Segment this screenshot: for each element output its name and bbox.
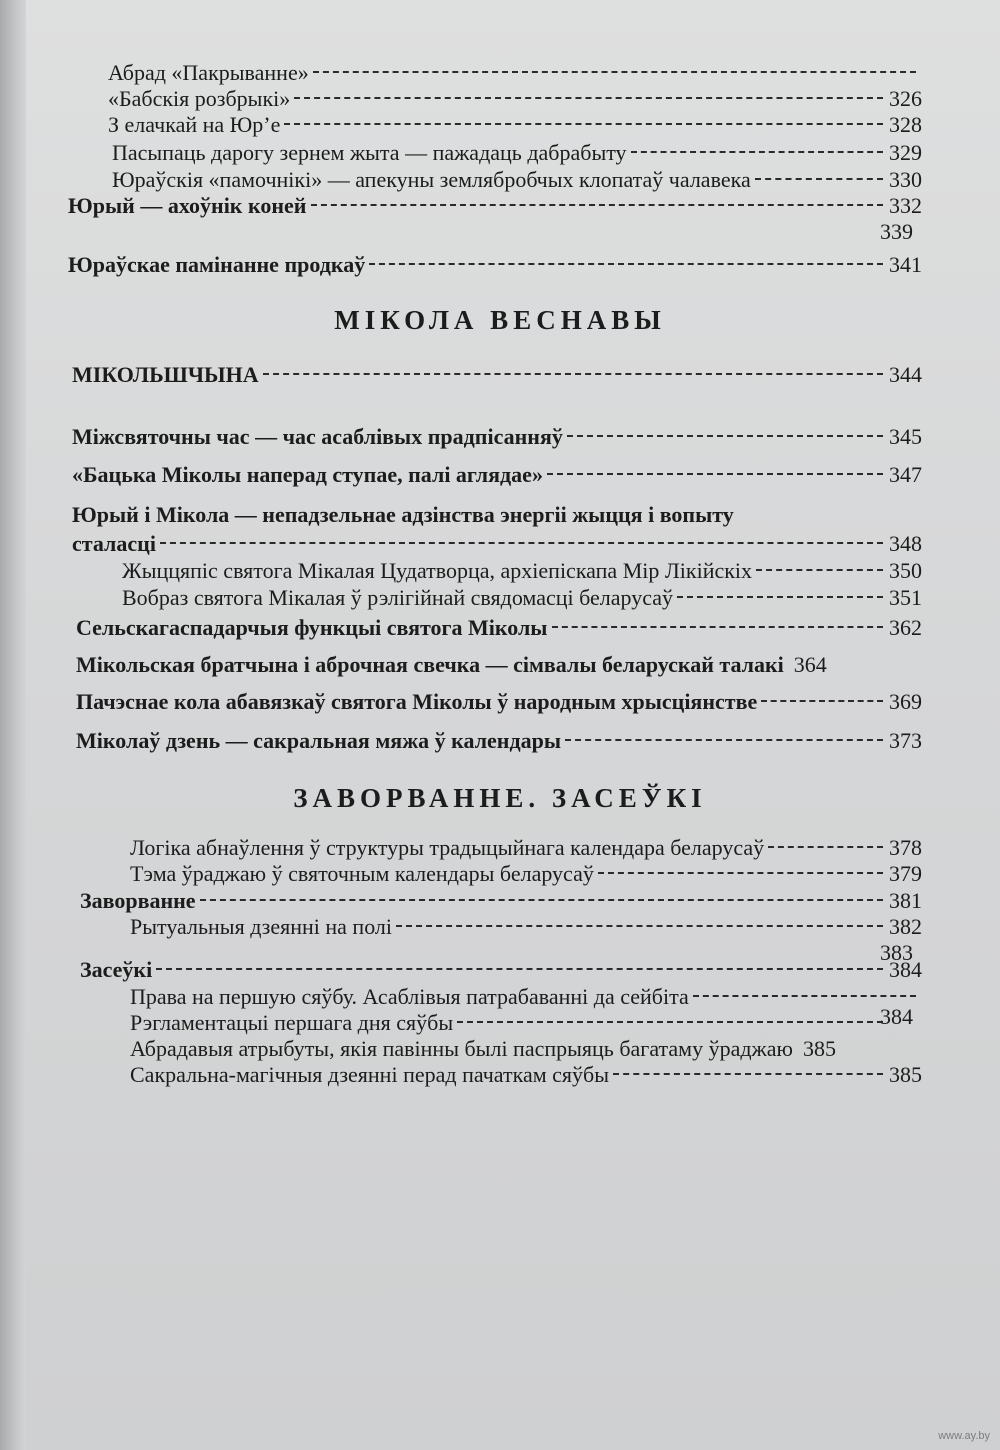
toc-entry-title: Права на першую сяўбу. Асаблівыя патрабаванні да сейбіта xyxy=(130,984,689,1009)
toc-entry xyxy=(80,957,922,983)
toc-entry-title: Сельскагаспадарчыя функцыі святога Міколы xyxy=(76,615,548,640)
dot-leader xyxy=(311,204,884,206)
toc-entry-page: 347 xyxy=(889,462,922,487)
toc-entry-page: 350 xyxy=(889,558,922,583)
toc-entry-page: 382 xyxy=(889,914,922,939)
toc-entry-page: 341 xyxy=(889,252,922,277)
toc-entry xyxy=(68,252,922,278)
toc-entry-title: Заворванне xyxy=(80,888,196,913)
toc-entry xyxy=(130,835,922,861)
watermark: www.ay.by xyxy=(938,1430,990,1442)
toc-entry xyxy=(122,585,922,611)
book-spine xyxy=(0,0,26,1450)
section-heading: ЗАВОРВАННЕ. ЗАСЕЎКІ xyxy=(293,783,707,813)
toc-entry xyxy=(122,558,922,584)
toc-entry xyxy=(130,984,922,1010)
toc-entry xyxy=(130,1062,922,1088)
dot-leader xyxy=(547,473,883,475)
toc-entry-page: 364 xyxy=(793,652,827,677)
dot-leader xyxy=(761,700,883,702)
toc-entry xyxy=(72,362,922,388)
toc-entry xyxy=(130,1036,922,1062)
toc-entry-page: 339 xyxy=(880,219,913,244)
toc-entry-page: 326 xyxy=(889,86,922,111)
toc-entry xyxy=(76,728,922,754)
toc-entry-title: Засеўкі xyxy=(80,957,153,982)
toc-entry-page: 369 xyxy=(889,689,922,714)
toc-entry-page: 345 xyxy=(889,424,922,449)
toc-entry-title: Юраўскае памінанне продкаў xyxy=(68,252,366,277)
toc-entry-title: Сакральна-магічныя дзеянні перад пачаткам сяўбы xyxy=(130,1062,609,1087)
toc-entry-title: «Бацька Міколы наперад ступае, палі аглядае» xyxy=(72,462,543,487)
toc-entry-page: 379 xyxy=(889,861,922,886)
dot-leader xyxy=(313,71,916,73)
toc-entry xyxy=(112,167,922,193)
toc-entry xyxy=(80,888,922,914)
dot-leader xyxy=(631,151,883,153)
toc-entry-title: «Бабскія розбрыкі» xyxy=(108,86,291,111)
toc-entry-page: 373 xyxy=(889,728,922,753)
toc-entry-title: Вобраз святога Мікалая ў рэлігійнай свядомасці беларусаў xyxy=(122,585,674,610)
toc-entry-page: 384 xyxy=(880,1004,913,1029)
toc-entry-page: 328 xyxy=(889,112,922,137)
toc-entry-title: Жыццяпіс святога Мікалая Цудатворца, архіепіскапа Мір Лікійскіх xyxy=(122,558,753,583)
dot-leader xyxy=(263,373,883,375)
toc-entry xyxy=(130,861,922,887)
toc-entry-title: Тэма ўраджаю ў святочным календары беларусаў xyxy=(130,861,594,886)
dot-leader xyxy=(156,968,883,970)
dot-leader xyxy=(768,846,883,848)
toc-entry xyxy=(68,193,922,219)
dot-leader xyxy=(457,1021,883,1023)
toc-entry xyxy=(76,689,922,715)
toc-entry xyxy=(76,615,922,641)
toc-entry-title: Рытуальныя дзеянні на полі xyxy=(130,914,393,939)
toc-entry xyxy=(72,424,922,450)
toc-entry-title: МІКОЛЬШЧЫНА xyxy=(72,362,259,387)
toc-entry xyxy=(72,462,922,488)
toc-entry-page: 385 xyxy=(802,1036,836,1061)
toc-entry-page: 348 xyxy=(889,531,922,556)
toc-entry-title: Юраўскія «памочнікі» — апекуны землябробчых клопатаў чалавека xyxy=(112,167,751,192)
toc-entry-page: 332 xyxy=(889,193,922,218)
dot-leader xyxy=(200,899,883,901)
toc-entry-title: Юрый — ахоўнік коней xyxy=(68,193,307,218)
dot-leader xyxy=(396,925,883,927)
toc-entry xyxy=(130,1010,922,1036)
dot-leader xyxy=(756,569,883,571)
toc-entry-page: 385 xyxy=(889,1062,922,1087)
toc-entry xyxy=(880,219,922,245)
dot-leader xyxy=(693,995,916,997)
dot-leader xyxy=(598,872,883,874)
toc-entry-title: сталасці xyxy=(72,531,156,556)
toc-entry-title: Мікольская братчына і аброчная свечка — сімвалы беларускай талакі xyxy=(76,652,784,677)
dot-leader xyxy=(369,263,883,265)
toc-entry xyxy=(108,86,922,112)
toc-entry-page: 330 xyxy=(889,167,922,192)
toc-entry-page: 351 xyxy=(889,585,922,610)
toc-entry xyxy=(76,652,922,678)
dot-leader xyxy=(613,1073,883,1075)
toc-entry-title: Абрадавыя атрыбуты, якія павінны былі паспрыяць багатаму ўраджаю xyxy=(130,1036,793,1061)
toc-entry-page: 378 xyxy=(889,835,922,860)
section-heading: МІКОЛА ВЕСНАВЫ xyxy=(334,305,666,335)
toc-entry xyxy=(108,112,922,138)
dot-leader xyxy=(565,739,883,741)
toc-entry-page: 384 xyxy=(889,957,922,982)
dot-leader xyxy=(567,435,883,437)
toc-entry-title: Міколаў дзень — сакральная мяжа ў календары xyxy=(76,728,562,753)
dot-leader xyxy=(160,542,883,544)
dot-leader xyxy=(284,123,883,125)
toc-entry-title: З елачкай на Юр’е xyxy=(108,112,281,137)
toc-entry-page: 344 xyxy=(889,362,922,387)
toc-entry-title: Пачэснае кола абавязкаў святога Міколы ў народным хрысціянстве xyxy=(76,689,758,714)
dot-leader xyxy=(755,178,883,180)
toc-entry-page: 381 xyxy=(889,888,922,913)
dot-leader xyxy=(294,97,883,99)
toc-entry-title: Пасыпаць дарогу зернем жыта — пажадаць дабрабыту xyxy=(112,140,627,165)
toc-entry xyxy=(112,140,922,166)
toc-entry-page: 329 xyxy=(889,140,922,165)
dot-leader xyxy=(677,596,883,598)
toc-entry-title: Міжсвяточны час — час асаблівых прадпісанняў xyxy=(72,424,563,449)
toc-entry-title: Юрый і Мікола — непадзельнае адзінства энергіі жыцця і вопыту xyxy=(72,502,734,527)
toc-entry-page: 383 xyxy=(880,940,913,965)
toc-entry-title: Рэгламентацыі першага дня сяўбы xyxy=(130,1010,454,1035)
toc-entry xyxy=(108,60,922,86)
toc-entry xyxy=(130,914,922,940)
toc-entry-page: 362 xyxy=(889,615,922,640)
toc-entry-title: Логіка абнаўлення ў структуры традыцыйнага календара беларусаў xyxy=(130,835,765,860)
dot-leader xyxy=(552,626,884,628)
toc-entry xyxy=(72,531,922,557)
toc-entry-title: Абрад «Пакрыванне» xyxy=(108,60,309,85)
